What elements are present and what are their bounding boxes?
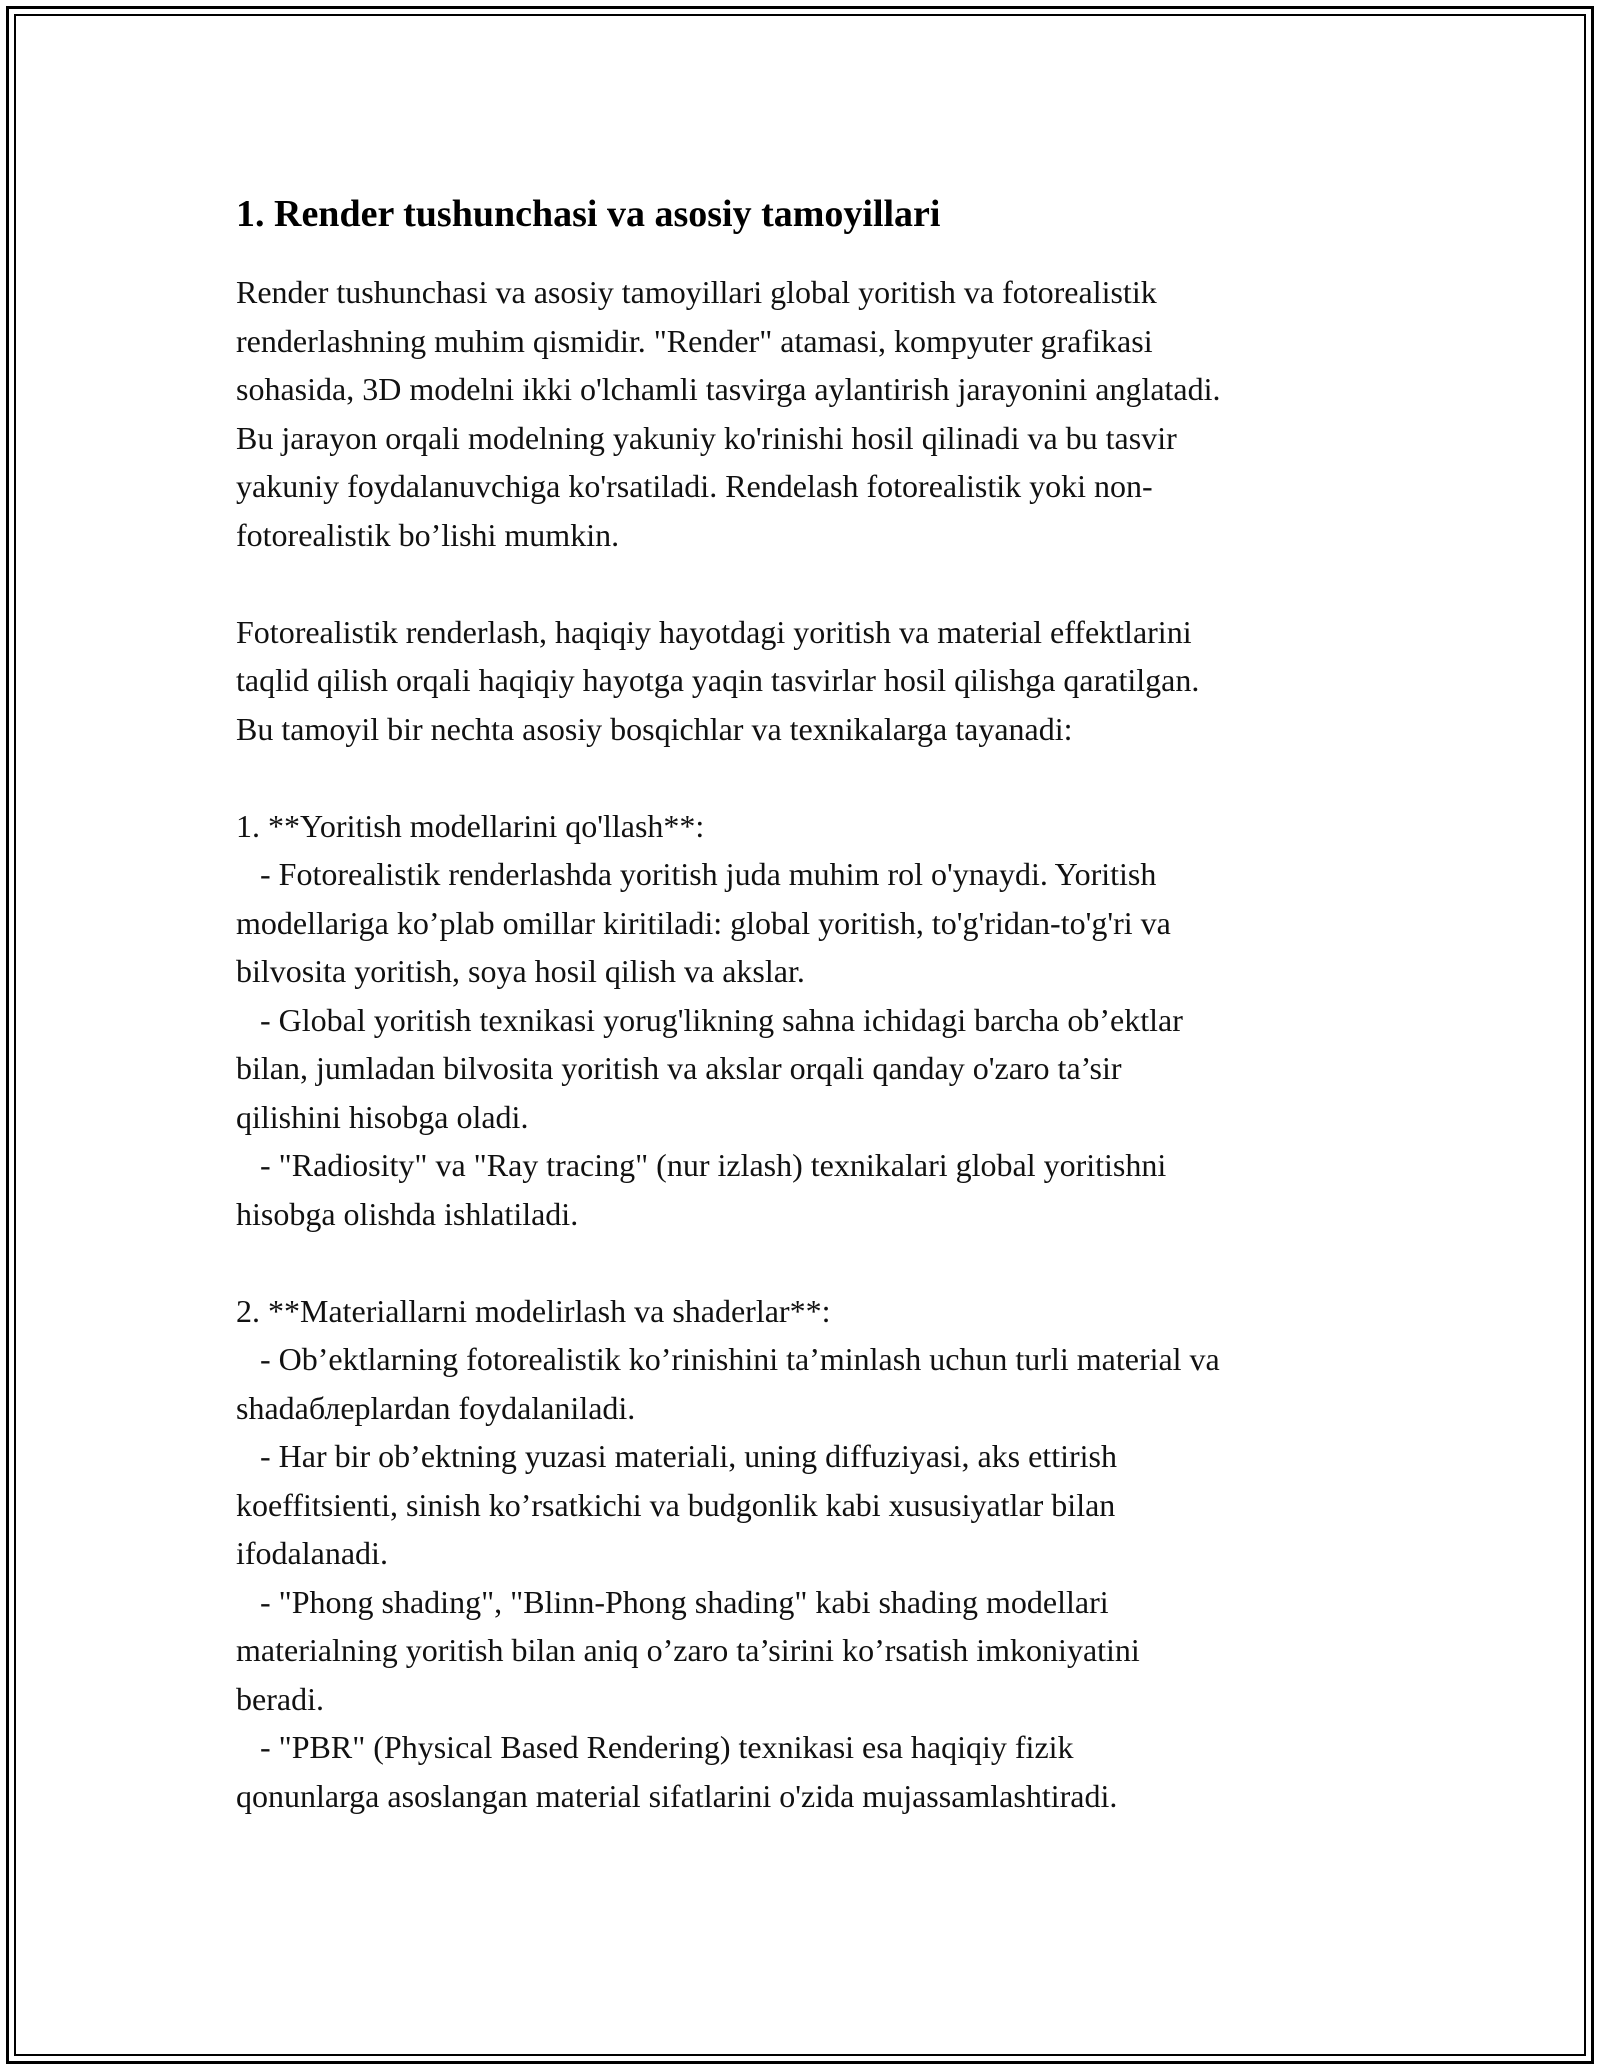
text-line: taqlid qilish orqali haqiqiy hayotga yaqin tasvirlar hosil qilishga qaratilgan.	[236, 662, 1200, 698]
list-item-line: materialning yoritish bilan aniq o’zaro ta’sirini ko’rsatish imkoniyatini	[236, 1632, 1140, 1668]
list-section-materials	[236, 1287, 1386, 1821]
list-heading: 1. **Yoritish modellarini qo'llash**:	[236, 807, 705, 844]
list-item-line: bilvosita yoritish, soya hosil qilish va akslar.	[236, 953, 805, 989]
text-line: Bu tamoyil bir nechta asosiy bosqichlar va texnikalarga tayanadi:	[236, 710, 1073, 747]
list-item-line: beradi.	[236, 1680, 324, 1717]
list-item-line: koeffitsienti, sinish ko’rsatkichi va budgonlik kabi xususiyatlar bilan	[236, 1486, 1116, 1523]
text-line: fotorealistik bo’lishi mumkin.	[236, 516, 620, 553]
text-line: Render tushunchasi va asosiy tamoyillari global yoritish va fotorealistik	[236, 274, 1157, 310]
paragraph-spacer	[236, 753, 1386, 802]
text-line: yakuniy foydalanuvchiga ko'rsatiladi. Rendelash fotorealistik yoki non-	[236, 468, 1153, 504]
list-item-line: shadaблерlardan foydalaniladi.	[236, 1389, 636, 1426]
paragraph-intro	[236, 268, 1386, 559]
list-item-line: qilishini hisobga oladi.	[236, 1098, 529, 1135]
list-item-line: - Fotorealistik renderlashda yoritish juda muhim rol o'ynaydi. Yoritish	[236, 856, 1157, 892]
paragraph-spacer	[236, 1238, 1386, 1287]
document-body	[236, 186, 1386, 1820]
list-item-line: modellariga ko’plab omillar kiritiladi: global yoritish, to'g'ridan-to'g'ri va	[236, 904, 1171, 941]
list-heading: 2. **Materiallarni modelirlash va shaderlar**:	[236, 1292, 831, 1329]
list-item-line: - Ob’ektlarning fotorealistik ko’rinishini ta’minlash uchun turli material va	[236, 1341, 1220, 1377]
text-line: Bu jarayon orqali modelning yakuniy ko'rinishi hosil qilinadi va bu tasvir	[236, 419, 1177, 456]
text-line: Fotorealistik renderlash, haqiqiy hayotdagi yoritish va material effektlarini	[236, 613, 1192, 650]
list-item-line: bilan, jumladan bilvosita yoritish va akslar orqali qanday o'zaro ta’sir	[236, 1050, 1122, 1086]
list-item-line: ifodalanadi.	[236, 1535, 388, 1571]
list-item-line: hisobga olishda ishlatiladi.	[236, 1195, 579, 1232]
paragraph-photorealistic	[236, 608, 1386, 754]
list-item-line: - Global yoritish texnikasi yorug'likning sahna ichidagi barcha ob’ektlar	[236, 1001, 1183, 1038]
list-item-line: qonunlarga asoslangan material sifatlarini o'zida mujassamlashtiradi.	[236, 1777, 1118, 1814]
list-item-line: - "PBR" (Physical Based Rendering) texnikasi esa haqiqiy fizik	[236, 1729, 1074, 1765]
list-item-line: - Har bir ob’ektning yuzasi materiali, uning diffuziyasi, aks ettirish	[236, 1438, 1117, 1474]
text-line: renderlashning muhim qismidir. "Render" atamasi, kompyuter grafikasi	[236, 322, 1153, 359]
list-section-lighting	[236, 802, 1386, 1239]
list-item-line: - "Radiosity" va "Ray tracing" (nur izlash) texnikalari global yoritishni	[236, 1147, 1167, 1183]
list-item-line: - "Phong shading", "Blinn-Phong shading" kabi shading modellari	[236, 1583, 1109, 1620]
paragraph-spacer	[236, 559, 1386, 608]
section-heading: 1. Render tushunchasi va asosiy tamoyillari	[236, 193, 941, 235]
text-line: sohasida, 3D modelni ikki o'lchamli tasvirga aylantirish jarayonini anglatadi.	[236, 371, 1221, 407]
